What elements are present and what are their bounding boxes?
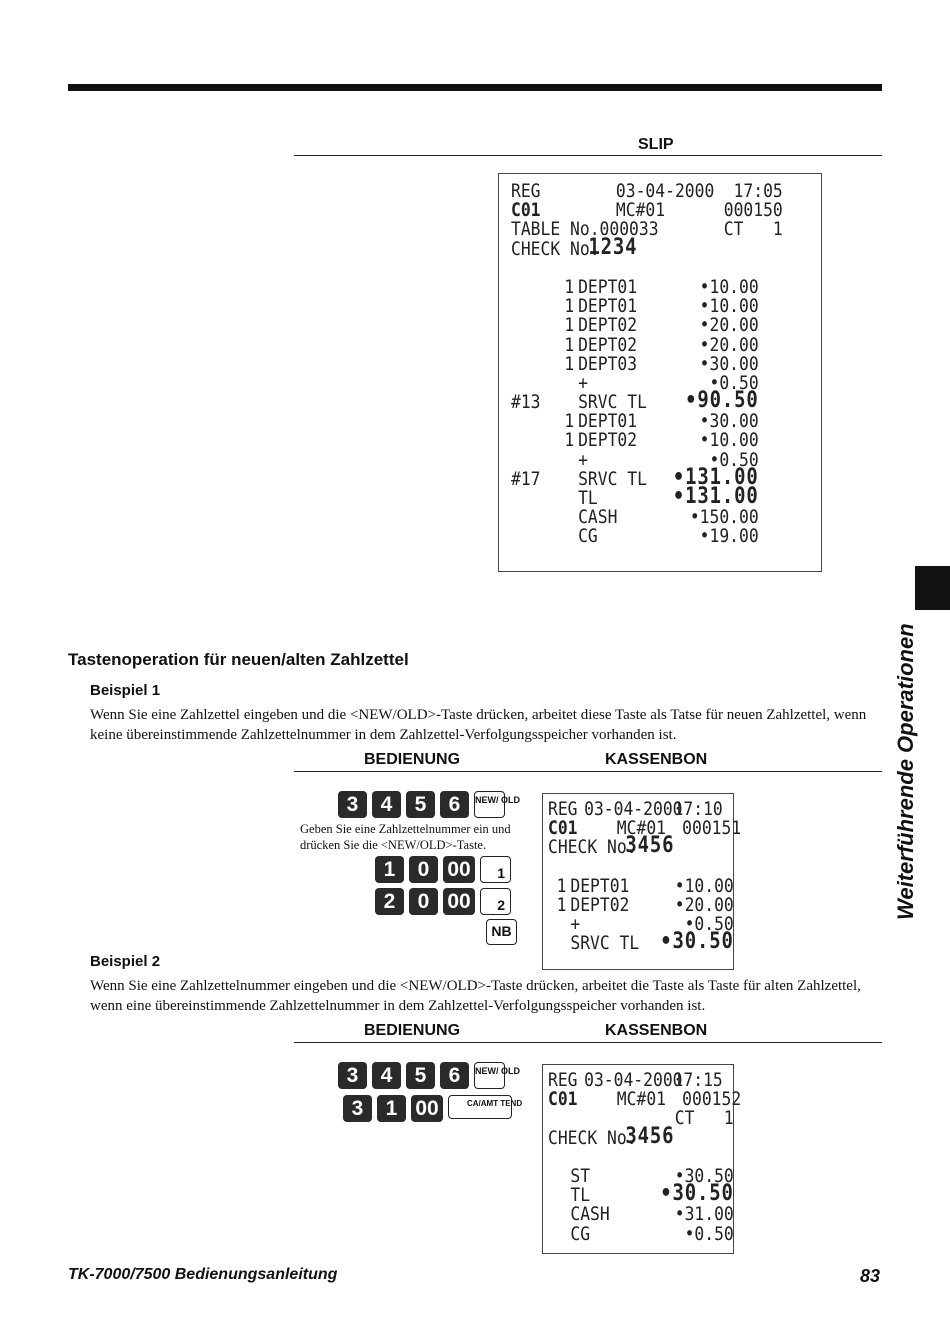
- ex1-key-row-1: [338, 791, 520, 818]
- key-6[interactable]: 6: [440, 1062, 469, 1089]
- slip-receipt: [498, 173, 822, 572]
- key-5[interactable]: 5: [406, 791, 435, 818]
- dept-key-1[interactable]: 1: [480, 856, 511, 883]
- footer-title: TK-7000/7500 Bedienungsanleitung: [68, 1266, 338, 1283]
- slip-line: #13 SRVC TL •90.50: [511, 388, 759, 414]
- top-rule: [68, 84, 882, 91]
- receipt-line: ST •30.50: [570, 1164, 734, 1187]
- receipt-line: CT 1: [674, 1107, 734, 1130]
- example-1-text: Wenn Sie eine Zahlzettel eingeben und die <NEW/OLD>-Taste drücken, arbeitet diese Taste als Tatse für neuen Zahlzettel, wenn keine übereinstimmende Zahlzettelnummer in dem Zahlzettel-Verfolgungsspeicher vorhanden ist.: [90, 707, 867, 743]
- key-0[interactable]: 0: [409, 888, 438, 915]
- key-4[interactable]: 4: [372, 791, 401, 818]
- ex1-operation-header: BEDIENUNG: [364, 751, 461, 768]
- receipt-line: CHECK No. 3456: [548, 1123, 675, 1149]
- slip-line: C01 MC#01 000150: [511, 199, 783, 222]
- slip-line: 1 DEPT02 •20.00: [564, 333, 759, 356]
- slip-line: CG •19.00: [578, 525, 759, 548]
- example-1-title: Beispiel 1: [90, 682, 161, 699]
- side-tab-marker: [915, 566, 950, 610]
- nb-key[interactable]: NB: [486, 919, 517, 945]
- key-1[interactable]: 1: [377, 1095, 406, 1122]
- receipt-line: CHECK No. 3456: [548, 833, 675, 859]
- ex2-receipt: [542, 1064, 742, 1254]
- receipt-line: 1 DEPT01 •10.00: [556, 874, 734, 897]
- slip-line: 1 DEPT02 •20.00: [564, 314, 759, 337]
- receipt-line: C01 MC#01 000151: [548, 817, 742, 840]
- new-old-key[interactable]: NEW/ OLD: [474, 1062, 505, 1089]
- receipt-line: CG •0.50: [570, 1222, 734, 1245]
- key-1[interactable]: 1: [375, 856, 404, 883]
- key-3[interactable]: 3: [343, 1095, 372, 1122]
- ex1-key-row-2: [375, 856, 511, 883]
- slip-line: 1 DEPT01 •10.00: [564, 295, 759, 318]
- slip-line: CHECK No. 1234: [511, 234, 638, 260]
- receipt-line: REG 03-04-2000 17:10: [548, 798, 723, 820]
- receipt-line: TL •30.50: [570, 1181, 734, 1207]
- ex1-key-row-4: [486, 919, 517, 945]
- key-6[interactable]: 6: [440, 791, 469, 818]
- key-00[interactable]: 00: [443, 888, 475, 915]
- key-4[interactable]: 4: [372, 1062, 401, 1089]
- key-00[interactable]: 00: [443, 856, 475, 883]
- ex2-key-row-2: [343, 1095, 523, 1122]
- slip-line: + •0.50: [578, 371, 759, 394]
- slip-header-rule: [294, 155, 882, 156]
- receipt-line: C01 MC#01 000152: [548, 1088, 742, 1111]
- slip-line: #17 SRVC TL •131.00: [511, 464, 759, 490]
- receipt-line: REG 03-04-2000 17:15: [548, 1069, 723, 1091]
- key-3[interactable]: 3: [338, 1062, 367, 1089]
- slip-line: TABLE No.000033 CT 1: [511, 218, 783, 241]
- key-2[interactable]: 2: [375, 888, 404, 915]
- ex2-key-row-1: [338, 1062, 520, 1089]
- example-2-title: Beispiel 2: [90, 953, 161, 970]
- receipt-line: 1 DEPT02 •20.00: [556, 893, 734, 916]
- page-number: 83: [860, 1266, 881, 1286]
- slip-line: 1 DEPT01 •30.00: [564, 410, 759, 433]
- slip-line: 1 DEPT02 •10.00: [564, 429, 759, 452]
- slip-header: SLIP: [638, 136, 674, 153]
- key-5[interactable]: 5: [406, 1062, 435, 1089]
- slip-line: [511, 259, 803, 278]
- ex2-receipt-header: KASSENBON: [605, 1022, 708, 1039]
- ex1-key-row-3: [375, 888, 511, 915]
- ex2-header-rule: [294, 1042, 882, 1043]
- slip-line: TL •131.00: [578, 484, 759, 509]
- key-3[interactable]: 3: [338, 791, 367, 818]
- side-section-title: Weiterführende Operationen: [893, 623, 918, 920]
- section-title: Tastenoperation für neuen/alten Zahlzettel: [68, 650, 409, 669]
- slip-line: REG 03-04-2000 17:05: [511, 180, 783, 202]
- slip-line: + •0.50: [578, 448, 759, 471]
- slip-line: CASH •150.00: [578, 506, 759, 529]
- slip-line: 1 DEPT03 •30.00: [564, 352, 759, 375]
- receipt-line: CASH •31.00: [570, 1203, 734, 1226]
- ex1-note: Geben Sie eine Zahlzettelnummer ein und drücken Sie die <NEW/OLD>-Taste.: [300, 822, 511, 852]
- ex1-receipt-header: KASSENBON: [605, 751, 708, 768]
- receipt-line: SRVC TL •30.50: [570, 929, 734, 955]
- example-2-text: Wenn Sie eine Zahlzettelnummer eingeben und die <NEW/OLD>-Taste drücken, arbeitet die Taste als Taste für alten Zahlzettel, wenn eine übereinstimmende Zahlzettelnummer in dem Zahlzettel-Verfolgungsspeicher vorhanden ist.: [90, 978, 861, 1014]
- ca-amt-tend-key[interactable]: CA/AMT TEND: [448, 1095, 512, 1119]
- ex1-header-rule: [294, 771, 882, 772]
- key-00[interactable]: 00: [411, 1095, 443, 1122]
- dept-key-2[interactable]: 2: [480, 888, 511, 915]
- key-0[interactable]: 0: [409, 856, 438, 883]
- ex1-receipt: [542, 793, 742, 970]
- ex2-operation-header: BEDIENUNG: [364, 1022, 461, 1039]
- receipt-line: + •0.50: [570, 913, 734, 936]
- new-old-key[interactable]: NEW/ OLD: [474, 791, 505, 818]
- slip-line: 1 DEPT01 •10.00: [564, 275, 759, 298]
